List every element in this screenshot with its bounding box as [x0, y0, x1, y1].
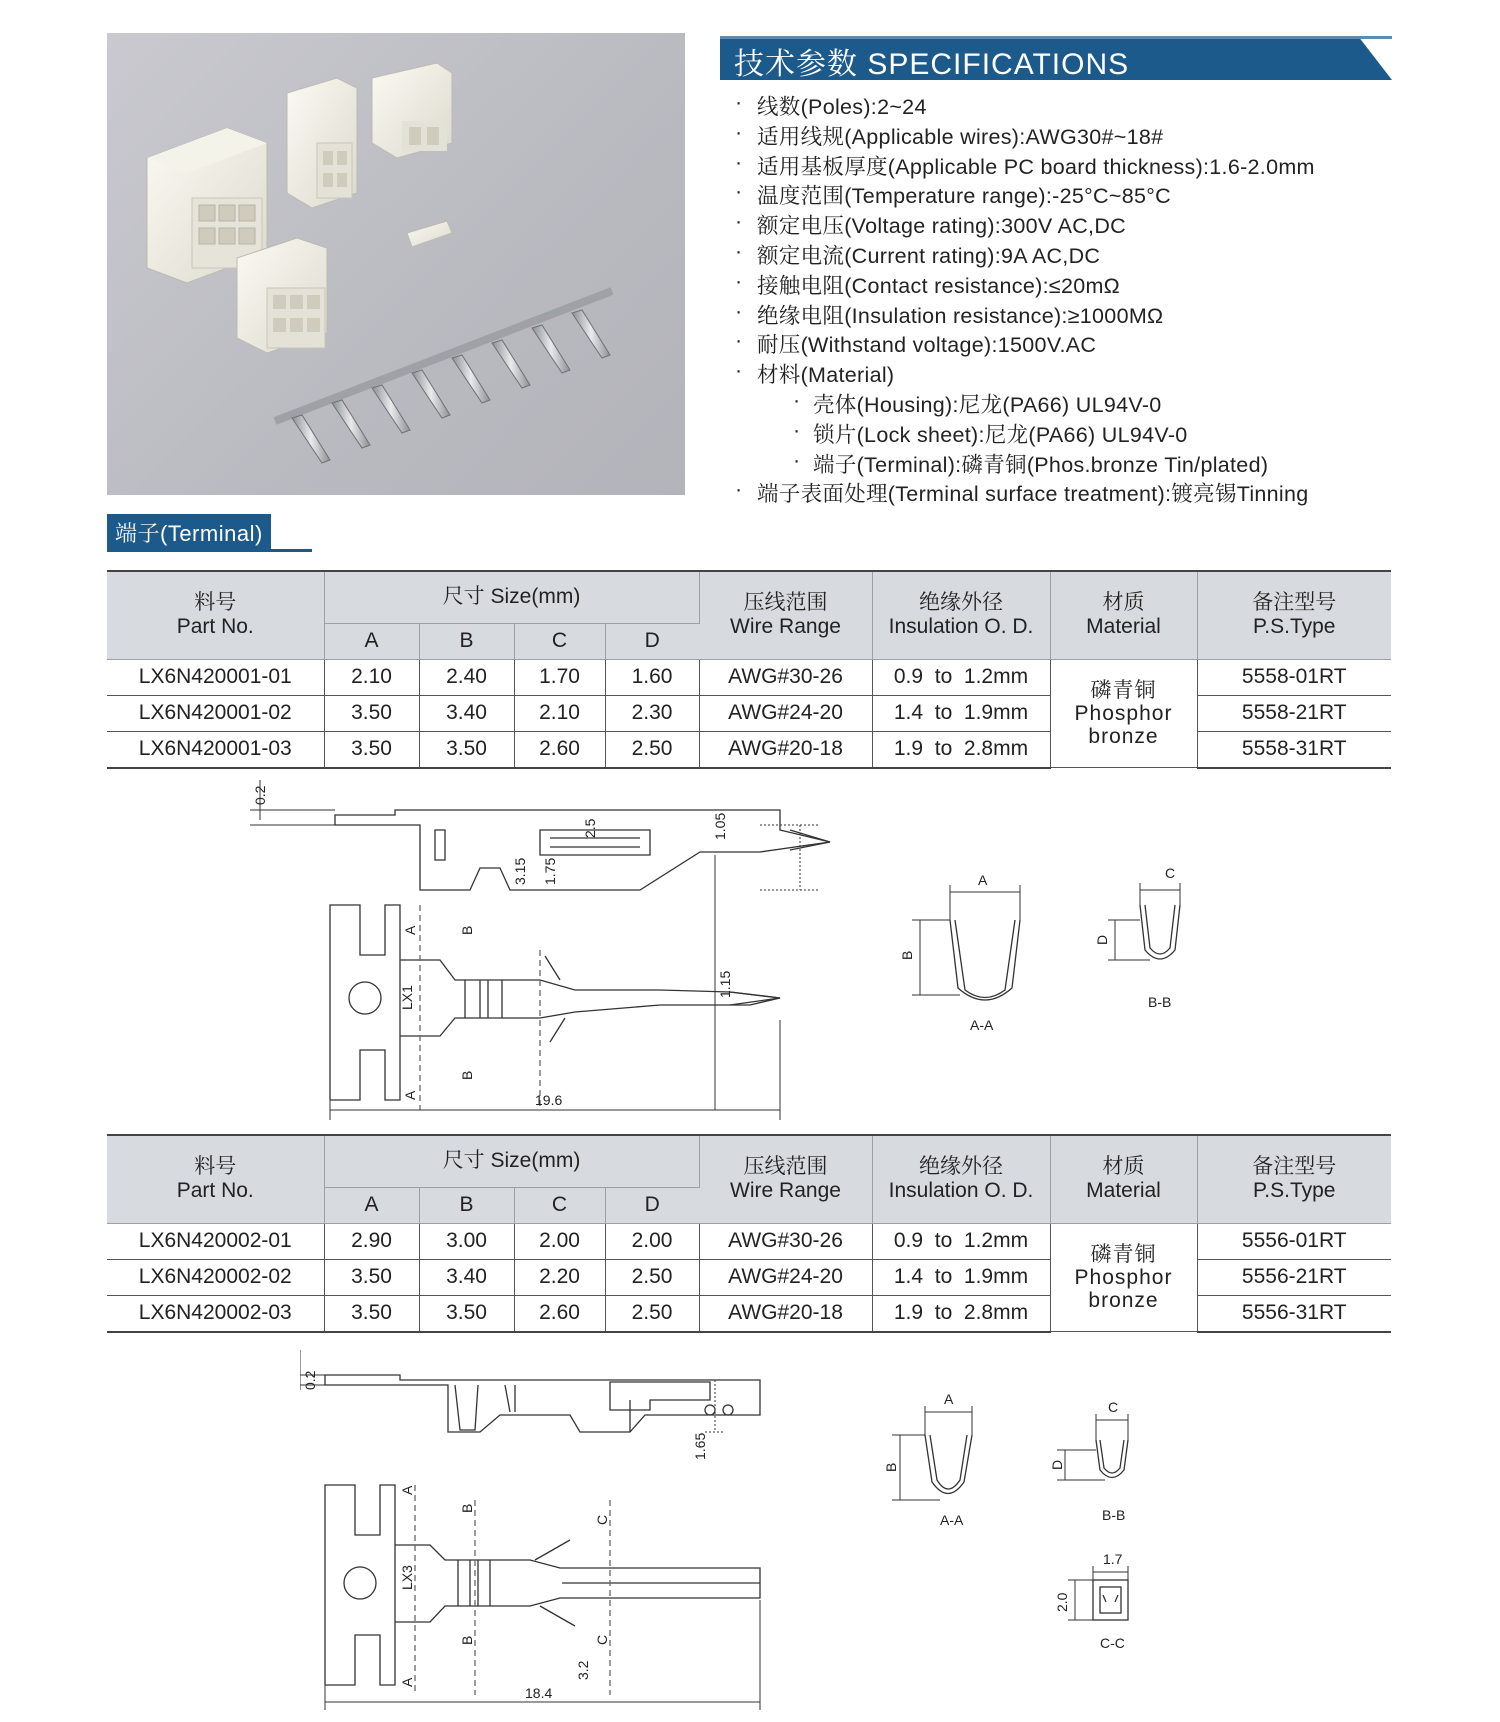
bullet-icon: ·	[793, 447, 801, 472]
product-photo	[107, 33, 685, 495]
bb-dim-d: D	[1049, 1459, 1065, 1470]
lx-mark: LX1	[399, 985, 415, 1010]
spec-item: · 线数(Poles):2~24	[735, 90, 927, 119]
connector-illustration	[107, 33, 685, 495]
table-row: LX6N420002-02 3.50 3.40 2.20 2.50 AWG#24-20 1.4 to 1.9mm 5556-21RT	[107, 1259, 1391, 1295]
table-row: LX6N420002-03 3.50 3.50 2.60 2.50 AWG#20-18 1.9 to 2.8mm 5556-31RT	[107, 1295, 1391, 1332]
header-ps-type: 备注型号 P.S.Type	[1197, 1135, 1391, 1223]
spec-item: · 额定电流(Current rating):9A AC,DC	[735, 238, 1101, 268]
dim-2-5: 2.5	[582, 818, 598, 838]
dim-thickness: 0.2	[302, 1370, 318, 1390]
bb-dim-c: C	[1108, 1399, 1119, 1415]
dim-3-2: 3.2	[575, 1660, 591, 1680]
table-row: LX6N420001-03 3.50 3.50 2.60 2.50 AWG#20-18 1.9 to 2.8mm 5558-31RT	[107, 731, 1391, 768]
section-mark-a-top: A	[402, 925, 418, 935]
terminal-drawing-2	[300, 1350, 1200, 1720]
bullet-icon: ·	[735, 358, 743, 383]
section-mark-b-bottom: B	[459, 1070, 475, 1080]
spec-item: · 端子表面处理(Terminal surface treatment):镀亮锡Tinning	[735, 477, 1309, 507]
header-wire-range: 压线范围 Wire Range	[699, 571, 872, 659]
header-a: A	[324, 623, 419, 659]
table-row: LX6N420002-01 2.90 3.00 2.00 2.00 AWG#30-26 0.9 to 1.2mm 磷青铜 Phosphor bronze 5556-01RT	[107, 1223, 1391, 1259]
dim-1-7: 1.7	[1103, 1551, 1123, 1567]
bullet-icon: ·	[735, 268, 743, 293]
spec-item: · 接触电阻(Contact resistance):≤20mΩ	[735, 268, 1121, 298]
header-d: D	[605, 623, 699, 659]
view-bb-label: B-B	[1102, 1507, 1126, 1523]
section-mark-b-top: B	[459, 1503, 475, 1513]
dim-length: 19.6	[535, 1092, 563, 1108]
spec-item: · 温度范围(Temperature range):-25°C~85°C	[735, 179, 1171, 209]
bullet-icon: ·	[793, 417, 801, 442]
spec-item: · 耐压(Withstand voltage):1500V.AC	[735, 328, 1097, 358]
dim-thickness: 0.2	[252, 785, 268, 805]
view-aa-label: A-A	[940, 1512, 964, 1528]
dim-2-0: 2.0	[1054, 1592, 1070, 1612]
spec-item: · 适用线规(Applicable wires):AWG30#~18#	[735, 119, 1164, 149]
section-mark-b-top: B	[459, 925, 475, 935]
aa-dim-b: B	[883, 1462, 899, 1472]
table-row: LX6N420001-02 3.50 3.40 2.10 2.30 AWG#24-20 1.4 to 1.9mm 5558-21RT	[107, 695, 1391, 731]
material-cell: 磷青铜 Phosphor bronze	[1050, 1223, 1197, 1332]
dim-1-75: 1.75	[542, 857, 558, 885]
view-cc-label: C-C	[1100, 1635, 1125, 1651]
dim-1-05: 1.05	[712, 812, 728, 840]
dim-3-15: 3.15	[512, 857, 528, 885]
bullet-icon: ·	[735, 209, 743, 234]
lx-mark: LX3	[399, 1565, 415, 1590]
header-b: B	[419, 623, 514, 659]
bullet-icon: ·	[793, 387, 801, 412]
header-d: D	[605, 1187, 699, 1223]
bullet-icon: ·	[735, 238, 743, 263]
bullet-icon: ·	[735, 328, 743, 353]
view-bb-label: B-B	[1148, 994, 1172, 1010]
specifications-list	[735, 90, 1395, 507]
section-mark-b-bottom: B	[459, 1635, 475, 1645]
section-mark-a-bottom: A	[402, 1090, 418, 1100]
spec-subitem: · 壳体(Housing):尼龙(PA66) UL94V-0	[793, 387, 1162, 417]
terminal-table-2	[107, 1134, 1391, 1333]
header-insulation: 绝缘外径 Insulation O. D.	[872, 571, 1050, 659]
aa-dim-b: B	[899, 950, 915, 960]
header-c: C	[514, 1187, 605, 1223]
dim-length: 18.4	[525, 1685, 553, 1701]
spec-subitem: · 端子(Terminal):磷青铜(Phos.bronze Tin/plated)	[793, 447, 1269, 477]
header-wire-range: 压线范围 Wire Range	[699, 1135, 872, 1223]
terminal-heading-underline	[107, 549, 312, 552]
bb-dim-c: C	[1165, 865, 1176, 881]
section-mark-a-top: A	[399, 1485, 415, 1495]
bullet-icon: ·	[735, 179, 743, 204]
spec-item: · 绝缘电阻(Insulation resistance):≥1000MΩ	[735, 298, 1164, 328]
terminal-table-1	[107, 570, 1391, 769]
section-mark-c-bottom: C	[594, 1634, 610, 1645]
header-part-no: 料号 Part No.	[107, 1135, 324, 1223]
spec-item: · 额定电压(Voltage rating):300V AC,DC	[735, 209, 1126, 239]
header-ps-type: 备注型号 P.S.Type	[1197, 571, 1391, 659]
bullet-icon: ·	[735, 90, 743, 114]
bb-dim-d: D	[1094, 934, 1110, 945]
header-c: C	[514, 623, 605, 659]
section-mark-a-bottom: A	[399, 1677, 415, 1687]
terminal-heading	[107, 514, 271, 550]
header-size: 尺寸 Size(mm)	[324, 1135, 699, 1187]
header-material: 材质 Material	[1050, 571, 1197, 659]
bullet-icon: ·	[735, 477, 743, 502]
specifications-header	[720, 36, 1392, 80]
terminal-heading-label: 端子(Terminal)	[107, 514, 271, 551]
terminal-drawing-1	[240, 780, 1240, 1120]
spec-item: · 适用基板厚度(Applicable PC board thickness):1.6-2.0mm	[735, 149, 1315, 179]
specifications-title: 技术参数 SPECIFICATIONS	[734, 48, 1130, 81]
bullet-icon: ·	[735, 149, 743, 174]
header-b: B	[419, 1187, 514, 1223]
bullet-icon: ·	[735, 119, 743, 144]
section-mark-c-top: C	[594, 1514, 610, 1525]
spec-subitem: · 锁片(Lock sheet):尼龙(PA66) UL94V-0	[793, 417, 1188, 447]
bullet-icon: ·	[735, 298, 743, 323]
header-size: 尺寸 Size(mm)	[324, 571, 699, 623]
header-material: 材质 Material	[1050, 1135, 1197, 1223]
header-part-no: 料号 Part No.	[107, 571, 324, 659]
aa-dim-a: A	[978, 872, 988, 888]
dim-1-65: 1.65	[692, 1432, 708, 1460]
view-aa-label: A-A	[970, 1017, 994, 1033]
material-cell: 磷青铜 Phosphor bronze	[1050, 659, 1197, 768]
table-row: LX6N420001-01 2.10 2.40 1.70 1.60 AWG#30-26 0.9 to 1.2mm 磷青铜 Phosphor bronze 5558-01RT	[107, 659, 1391, 695]
header-a: A	[324, 1187, 419, 1223]
header-insulation: 绝缘外径 Insulation O. D.	[872, 1135, 1050, 1223]
aa-dim-a: A	[944, 1391, 954, 1407]
dim-1-15: 1.15	[717, 970, 733, 998]
spec-item: · 材料(Material)	[735, 358, 895, 388]
